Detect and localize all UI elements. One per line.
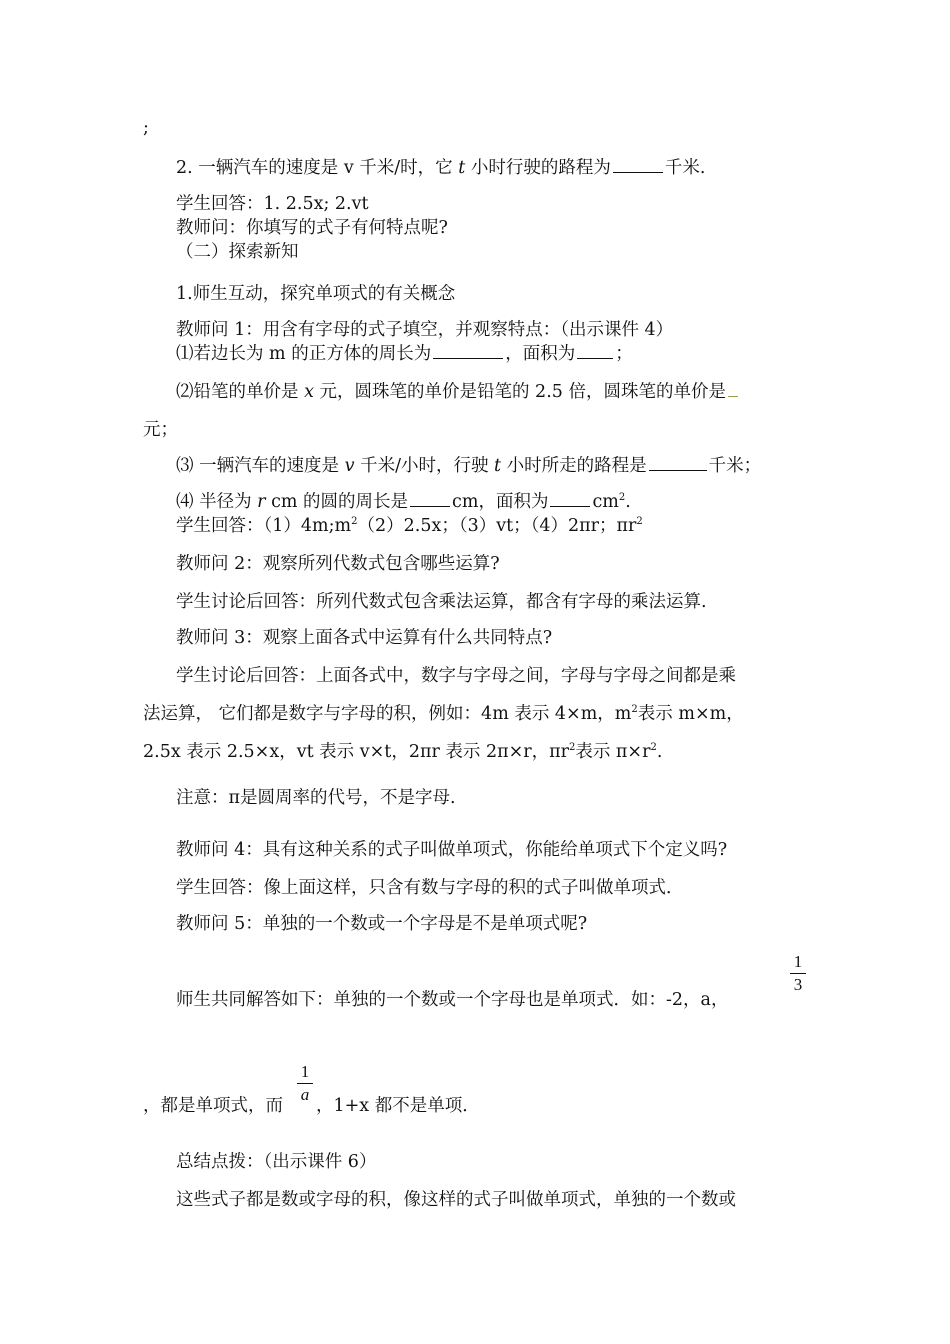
text-line: 学生讨论后回答：所列代数式包含乘法运算，都含有字母的乘法运算. [176,592,707,612]
text-line: ，1+x 都不是单项． [316,1096,480,1116]
section-heading: （二）探索新知 [176,242,299,262]
blank-line [577,357,613,359]
text-line: 元； [143,420,178,440]
fraction-one-third: 1 3 [790,953,806,994]
text-line: 学生回答：像上面这样，只含有数与字母的积的式子叫做单项式． [176,878,684,898]
fraction-bar [297,1083,313,1084]
blank-line [433,357,503,359]
text-line: 教师问 1：用含有字母的式子填空，并观察特点：（出示课件 4） [176,320,674,340]
item-2: ⑵铅笔的单价是 x 元，圆珠笔的单价是铅笔的 2.5 倍，圆珠笔的单价是 [176,380,740,404]
text-line: 师生共同解答如下：单独的一个数或一个字母也是单项式．如：-2，a， [176,990,729,1010]
text-line: 教师问 5：单独的一个数或一个字母是不是单项式呢? [176,914,588,934]
text-line: 这些式子都是数或字母的积，像这样的式子叫做单项式，单独的一个数或 [176,1190,736,1210]
student-answer: 学生回答：$(1)4m;m^2(2)2.5x$；（3）vt；（4）2πr；$\pi r^2$ [176,516,643,536]
item-1: ⑴若边长为 m 的正方体的周长为 ，面积为 ； [176,344,633,364]
text-line: ，都是单项式，而 [143,1096,283,1116]
fraction-bar [790,973,806,974]
blank-line [649,469,707,471]
item-3: ⑶ 一辆汽车的速度是 v 千米/小时，行驶 t 小时所走的路程是 千米； [176,456,762,476]
text-line: 2.5x 表示 2.5×x，vt 表示 v×t，2πr 表示 2π×r，$\pi r^2$表示 $\pi\times r^2$. [143,742,663,762]
text-line: 学生讨论后回答：上面各式中，数字与字母之间，字母与字母之间都是乘 [176,666,736,686]
text-line: 教师问 4：具有这种关系的式子叫做单项式，你能给单项式下个定义吗? [176,840,728,860]
blank-line [410,505,450,507]
fraction-one-over-a: 1 a [297,1063,313,1104]
text-line: 总结点拨：（出示课件 6） [176,1152,377,1172]
note-line: 注意：π是圆周率的代号，不是字母. [176,788,456,808]
text-line: 教师问：你填写的式子有何特点呢? [176,218,448,238]
blank-line [613,171,663,173]
blank-line [728,395,738,397]
text-line: 1.师生互动，探究单项式的有关概念 [176,284,456,304]
blank-line [550,505,590,507]
item-4: ⑷ 半径为 r cm 的圆的周长是 cm，面积为 $cm^2$. [176,492,631,512]
text-line: 教师问 3：观察上面各式中运算有什么共同特点? [176,628,553,648]
text-line: ; [143,118,149,138]
text-line: 教师问 2：观察所列代数式包含哪些运算? [176,554,500,574]
text-line: 学生回答：1. 2.5x; 2.vt [176,194,369,214]
question-2: 2. 一辆汽车的速度是 v 千米/时，它 t 小时行驶的路程为 千米. [176,158,706,178]
text-line: 法运算， 它们都是数字与字母的积，例如：4m 表示 4×m，$m^2$表示 m×m， [143,704,744,724]
